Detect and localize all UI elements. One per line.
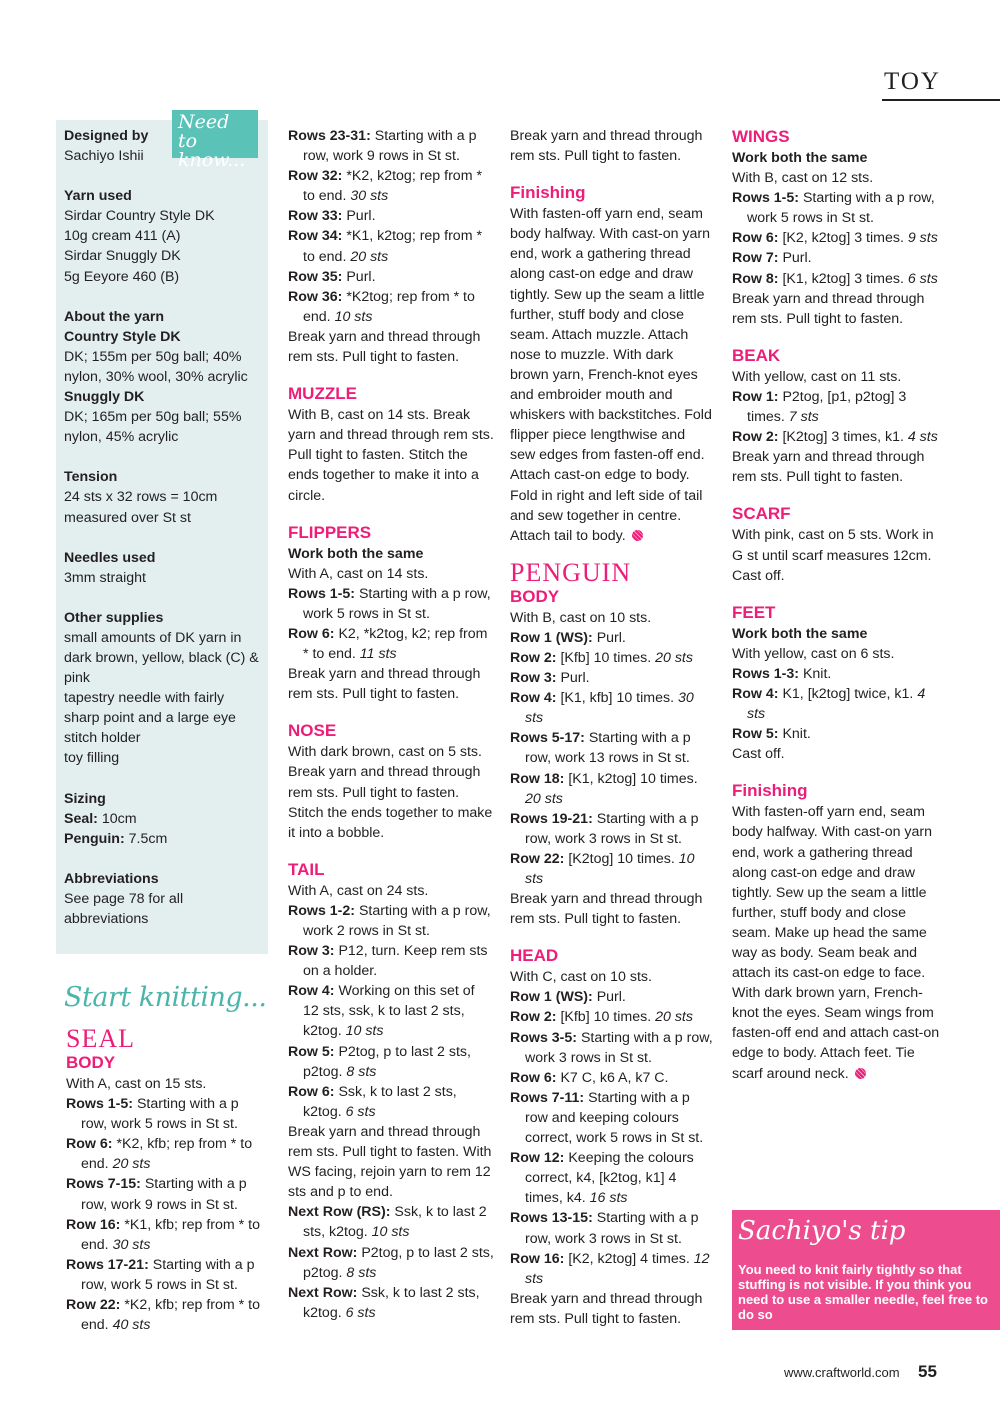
pattern-text: *K2tog; rep from * to end. [303,288,475,325]
needles-text: 3mm straight [64,569,146,586]
pattern-row [510,1148,714,1208]
pattern-text: Rows 1-5: [288,585,356,602]
penguin-parts-column [732,126,940,1084]
tip-box [732,1210,1000,1330]
pattern-text: Rows 1-3: [732,665,800,682]
pattern-row [732,269,940,289]
pattern-row [510,728,714,768]
pattern-row [510,1068,714,1088]
pattern-text: Next Row: [288,1244,358,1261]
yarn-line: Sirdar Country Style DK [64,208,215,225]
pattern-text: *K1, k2tog; rep from * to end. [303,228,482,265]
supply-line: tapestry needle with fairly sharp point and a large eye [64,690,236,727]
pattern-text: Ssk, k to last 2 sts, k2tog. [303,1284,480,1321]
pattern-text: 10 sts [525,850,695,887]
pattern-text: 20 sts [525,790,563,807]
about-yarn-label: About the yarn [64,308,165,325]
pattern-text: Row 6: [288,625,335,642]
pattern-text: Row 34: [288,228,343,245]
pattern-text: Starting with a p row, work 9 rows in St st. [303,128,477,165]
flippers-title: FLIPPERS [288,522,372,542]
pattern-row [288,1243,494,1283]
pattern-row [66,1215,266,1255]
penguin-size-value: 7.5cm [124,830,168,847]
pattern-text: Row 8: [732,270,779,287]
pattern-text: With fasten-off yarn end, seam body halfway. With cast-on yarn end, work a gathering thread along cast-on edge and draw tightly. Sew up the seam a little further, stuff body and close seam. Make up head the same way as body. Seam beak and attach its cast-on edge to face. With dark brown yarn, French-knot the eyes. Seam wings from fasten-off end and attach cast-on edge to body. Attach feet. Tie scarf around neck. [732,804,940,1082]
penguin-size [64,829,260,849]
pattern-row [510,809,714,849]
pattern-text: 20 sts [655,649,693,666]
scarf-text: With pink, cast on 5 sts. Work in G st until scarf measures 12cm. Cast off. [732,527,934,584]
pattern-text: K2, *k2tog, k2; rep from * to end. [303,625,488,663]
pattern-text: Row 4: [732,685,779,702]
pattern-row [732,427,940,447]
pattern-text: Ssk, k to last 2 sts, k2tog. [303,1204,487,1241]
yarn-ball-icon [632,530,643,541]
pattern-text: Row 2: [510,649,557,666]
pattern-row [66,1134,266,1174]
pattern-row [288,901,494,941]
pattern-text: Starting with a p row, work 2 rows in St st. [303,902,491,939]
pattern-text: Row 2: [510,1009,557,1026]
pattern-text: Rows 1-5: [66,1096,134,1113]
pattern-text: Row 1 (WS): [510,989,593,1006]
feet-subtitle: Work both the same [732,625,868,642]
pattern-text: 10 sts [345,1023,384,1040]
other-supplies-label: Other supplies [64,609,164,626]
pattern-text: Purl. [778,250,812,267]
pattern-text: 8 sts [346,1264,377,1281]
pattern-text: Purl. [342,208,376,225]
start-knitting-heading: Start knitting... [64,982,267,1013]
pattern-text: Row 16: [66,1216,121,1233]
pattern-text: 8 sts [346,1063,377,1080]
head-cast: With C, cast on 10 sts. [510,969,652,986]
pattern-row [288,624,494,664]
pattern-text: Rows 3-5: [510,1029,578,1046]
pattern-text: Starting with a p row, work 5 rows in St st. [747,190,935,227]
pattern-row [288,1283,494,1323]
pattern-text: Row 5: [732,726,779,743]
penguin-finishing-text [732,802,940,1083]
penguin-body-column [510,126,714,1329]
pattern-text: Row 36: [288,288,343,305]
pattern-text: [K1, kfb] 10 times. [556,690,678,707]
pattern-row [510,987,714,1007]
pattern-text: Row 22: [66,1297,121,1314]
pattern-text: Purl. [592,989,626,1006]
pattern-text: Row 1 (WS): [510,629,593,646]
section-rule [882,99,1000,101]
pattern-text: Next Row (RS): [288,1204,391,1221]
pattern-text: Starting with a p row, work 3 rows in St st. [525,810,699,847]
muzzle-title: MUZZLE [288,384,357,404]
pattern-text: [K1, k2tog] 3 times. [778,270,908,287]
pattern-text: Starting with a p row, work 3 rows in St st. [525,1210,699,1247]
head-title: HEAD [510,946,559,966]
pattern-text: P2tog, p to last 2 sts, p2tog. [303,1043,471,1080]
pattern-row [732,724,940,744]
pattern-text: 20 sts [350,248,389,265]
pattern-row [510,769,714,809]
pattern-text: 11 sts [359,646,397,663]
pattern-text: P2tog, p to last 2 sts, p2tog. [303,1244,494,1281]
pattern-text: Rows 19-21: [510,810,593,827]
break-instruction: Break yarn and thread through rem sts. Pull tight to fasten. [732,449,925,486]
pattern-row [732,684,940,724]
nose-title: NOSE [288,721,337,741]
pattern-text: Row 4: [288,983,335,1000]
supply-line: toy filling [64,750,120,767]
beak-title: BEAK [732,345,781,365]
pattern-text: K7 C, k6 A, k7 C. [556,1069,669,1086]
nose-text: With dark brown, cast on 5 sts. Break yarn and thread through rem sts. Pull tight to fasten. Stitch the ends together to make it into a bobble. [288,744,493,841]
pattern-text: Row 33: [288,208,343,225]
pattern-text: Starting with a p row, work 5 rows in St st. [303,585,491,622]
yarn-ball-icon [855,1068,866,1079]
tension-label: Tension [64,469,118,486]
penguin-body-title: BODY [510,586,560,606]
tail-title: TAIL [288,859,325,879]
seal-finishing-text [510,204,714,546]
pattern-text: [K2tog] 10 times. [564,850,679,867]
pattern-row [288,1042,494,1082]
pattern-text: 6 sts [345,1304,376,1321]
pattern-text: P12, turn. Keep rem sts on a holder. [303,943,488,980]
pattern-text: *K1, kfb; rep from * to end. [81,1216,260,1253]
pattern-row [510,628,714,648]
seal-size-label: Seal: [64,810,98,827]
pattern-text: *K2, kfb; rep from * to end. [81,1136,253,1173]
wings-title: WINGS [732,127,790,146]
seal-finishing-title: Finishing [510,183,586,203]
pattern-text: Row 6: [288,1083,335,1100]
break-instruction: Break yarn and thread through rem sts. Pull tight to fasten. [732,290,925,327]
pattern-row [288,226,494,266]
feet-cast: With yellow, cast on 6 sts. [732,645,895,662]
pattern-text: K1, [k2tog] twice, k1. [778,685,918,702]
pattern-row [288,584,494,624]
pattern-text: 10 sts [371,1224,410,1241]
pattern-text: Ssk, k to last 2 sts, k2tog. [303,1083,457,1120]
pattern-row [66,1255,266,1295]
pattern-text: Next Row: [288,1284,358,1301]
pattern-text: Row 12: [510,1150,565,1167]
pattern-text: Starting with a p row and keeping colours correct, work 5 rows in St st. [525,1089,704,1147]
pattern-text: Row 6: [510,1069,557,1086]
pattern-text: P2tog, [p1, p2tog] 3 times. [747,388,907,426]
break-instruction: Break yarn and thread through rem sts. Pull tight to fasten. [510,891,703,928]
pattern-row [288,267,494,287]
pattern-text: Working on this set of 12 sts, ssk, k to last 2 sts, k2tog. [303,983,475,1040]
tip-text: You need to knit fairly tightly so that stuffing is not visible. If you think you need to use a smaller needle, feel free to do so [738,1262,988,1322]
penguin-title: PENGUIN [510,557,632,587]
pattern-row [732,228,940,248]
break-instruction: Break yarn and thread through rem sts. Pull tight to fasten. [288,666,481,703]
pattern-text: 7 sts [788,409,819,426]
pattern-row [288,287,494,327]
pattern-text: 6 sts [345,1103,376,1120]
wings-cast: With B, cast on 12 sts. [732,170,874,187]
break-instruction: Break yarn and thread through rem sts. Pull tight to fasten. [510,1290,703,1327]
pattern-text: Rows 7-11: [510,1089,585,1106]
abbreviations-label: Abbreviations [64,870,159,887]
scarf-title: SCARF [732,504,791,524]
pattern-text: Row 22: [510,850,565,867]
sidebar-content [64,126,260,929]
need-to-know-badge: Need to know... [172,110,258,158]
pattern-text: Rows 17-21: [66,1256,149,1273]
pattern-row [732,664,940,684]
pattern-text: *K2, k2tog; rep from * to end. [303,168,482,205]
pattern-row [510,1028,714,1068]
pattern-text: Row 6: [732,230,779,247]
yarn-line: Sirdar Snuggly DK [64,248,181,265]
pattern-text: Row 1: [732,388,779,405]
pattern-row [510,688,714,728]
pattern-row [66,1295,266,1335]
section-label: TOY [884,68,941,95]
page-number: 55 [918,1362,937,1381]
pattern-text: Starting with a p row, work 9 rows in St st. [81,1176,247,1213]
pattern-text: Purl. [342,268,376,285]
penguin-body-cast: With B, cast on 10 sts. [510,609,652,626]
pattern-text: 30 sts [350,188,389,205]
pattern-text: 10 sts [334,308,373,325]
pattern-row [288,206,494,226]
seal-size-value: 10cm [97,810,137,827]
pattern-row [510,1249,714,1289]
pattern-text: 9 sts [907,230,938,247]
pattern-text: [Kfb] 10 times. [556,1009,656,1026]
pattern-row [510,668,714,688]
pattern-text: [K2, k2tog] 3 times. [778,230,908,247]
pattern-text: Row 32: [288,168,343,185]
tension-text: 24 sts x 32 rows = 10cm measured over St st [64,489,218,526]
supply-line: small amounts of DK yarn in dark brown, yellow, black (C) & pink [64,629,259,687]
pattern-row [510,1007,714,1027]
pattern-text: Row 3: [510,670,557,687]
seal-body-title: BODY [66,1053,116,1072]
pattern-text: Row 6: [66,1136,113,1153]
pattern-text: Row 16: [510,1250,565,1267]
feet-title: FEET [732,602,776,622]
pattern-text: *K2, kfb; rep from * to end. [81,1297,260,1334]
seal-body-column [66,1026,266,1335]
yarn-used-label: Yarn used [64,188,132,205]
pattern-text: 20 sts [655,1009,693,1026]
pattern-row [288,1082,494,1122]
beak-cast: With yellow, cast on 11 sts. [732,368,902,385]
yarn-line: 10g cream 411 (A) [64,228,181,245]
abbreviations-text: See page 78 for all abbreviations [64,890,184,927]
pattern-text: Row 2: [732,429,779,446]
pattern-row [510,1088,714,1148]
pattern-text: 30 sts [525,690,694,727]
country-style-text: DK; 155m per 50g ball; 40% nylon, 30% wool, 30% acrylic [64,348,248,385]
seal-size [64,809,260,829]
flippers-subtitle: Work both the same [288,545,424,562]
pattern-row [66,1094,266,1134]
pattern-row [288,1202,494,1242]
flippers-cast: With A, cast on 14 sts. [288,565,429,582]
break-instruction: Break yarn and thread through rem sts. Pull tight to fasten. [510,128,703,165]
pattern-row [288,941,494,981]
seal-parts-column [288,126,494,1323]
pattern-text: [K2, k2tog] 4 times. [564,1250,694,1267]
pattern-text: 40 sts [112,1317,151,1334]
needles-label: Needles used [64,549,156,566]
pattern-text: Rows 1-2: [288,902,356,919]
pattern-text: Knit. [778,726,811,743]
pattern-text: With fasten-off yarn end, seam body halfway. With cast-on yarn end, work a gathering thread along cast-on edge and draw tightly. Sew up the seam a little further, stuff body and close seam. Attach muzzle. Attach nose to muzzle. With dark brown yarn, French-knot eyes and embroider mouth and whiskers with backstitches. Fold flipper piece lengthwise and sew edges from fasten-off end. Attach cast-on edge to body. Fold in right and left side of tail and sew together in centre. Attach tail to body. [510,206,712,544]
pattern-text: 20 sts [112,1156,151,1173]
tail-break: Break yarn and thread through rem sts. Pull tight to fasten. With WS facing, rejoin yarn to rem 12 sts and p to end. [288,1123,492,1201]
pattern-text: Row 35: [288,268,343,285]
pattern-row [510,648,714,668]
tail-cast: With A, cast on 24 sts. [288,882,429,899]
footer-url: www.craftworld.com [784,1365,900,1380]
designer-name: Sachiyo Ishii [64,148,144,165]
pattern-row [510,1208,714,1248]
pattern-row [732,188,940,228]
designed-by-label: Designed by [64,128,149,144]
pattern-text: 6 sts [907,270,938,287]
penguin-finishing-title: Finishing [732,781,808,801]
pattern-text: [Kfb] 10 times. [556,649,656,666]
pattern-row [732,248,940,268]
pattern-text: Starting with a p row, work 5 rows in St st. [81,1096,239,1133]
break-instruction: Break yarn and thread through rem sts. Pull tight to fasten. [288,328,481,366]
seal-title: SEAL [66,1024,135,1053]
pattern-text: Knit. [799,665,832,682]
pattern-text: 4 sts [907,429,938,446]
pattern-text: Rows 5-17: [510,730,585,747]
snuggly-text: DK; 165m per 50g ball; 55% nylon, 45% acrylic [64,409,242,446]
seal-body-cast: With A, cast on 15 sts. [66,1076,207,1092]
pattern-text: Rows 23-31: [288,128,371,144]
supply-line: stitch holder [64,730,141,747]
pattern-text: Purl. [556,670,590,687]
pattern-row [288,166,494,206]
pattern-text: 4 sts [747,685,926,723]
muzzle-text: With B, cast on 14 sts. Break yarn and thread through rem sts. Pull tight to fasten. Stitch the ends together to make it into a circle. [288,407,494,504]
pattern-row [288,126,494,166]
pattern-text: Row 3: [288,943,335,960]
wings-subtitle: Work both the same [732,150,868,166]
sizing-label: Sizing [64,790,106,807]
pattern-text: Purl. [592,629,626,646]
pattern-text: Row 18: [510,770,565,787]
snuggly-label: Snuggly DK [64,389,145,406]
pattern-text: Row 7: [732,250,779,267]
pattern-row [288,981,494,1041]
pattern-text: Row 5: [288,1043,335,1060]
pattern-text: Rows 1-5: [732,190,800,207]
pattern-text: Starting with a p row, work 3 rows in St st. [525,1029,713,1066]
pattern-text: 12 sts [525,1250,710,1287]
penguin-size-label: Penguin: [64,830,125,847]
yarn-line: 5g Eeyore 460 (B) [64,268,180,285]
pattern-text: Starting with a p row, work 5 rows in St st. [81,1256,255,1293]
pattern-row [732,387,940,427]
pattern-text: Row 4: [510,690,557,707]
tip-title: Sachiyo's tip [738,1216,906,1246]
feet-cast-off: Cast off. [732,746,785,763]
pattern-text: 16 sts [589,1190,628,1207]
pattern-text: Rows 7-15: [66,1176,141,1193]
pattern-text: [K1, k2tog] 10 times. [564,770,698,787]
pattern-text: Rows 13-15: [510,1210,593,1227]
pattern-text: Starting with a p row, work 13 rows in St st. [525,730,691,767]
pattern-row [510,849,714,889]
pattern-text: [K2tog] 3 times, k1. [778,429,908,446]
pattern-row [66,1174,266,1214]
pattern-text: 30 sts [112,1236,151,1253]
country-style-label: Country Style DK [64,328,181,345]
pattern-text: Keeping the colours correct, k4, [k2tog, k1] 4 times, k4. [525,1150,694,1207]
